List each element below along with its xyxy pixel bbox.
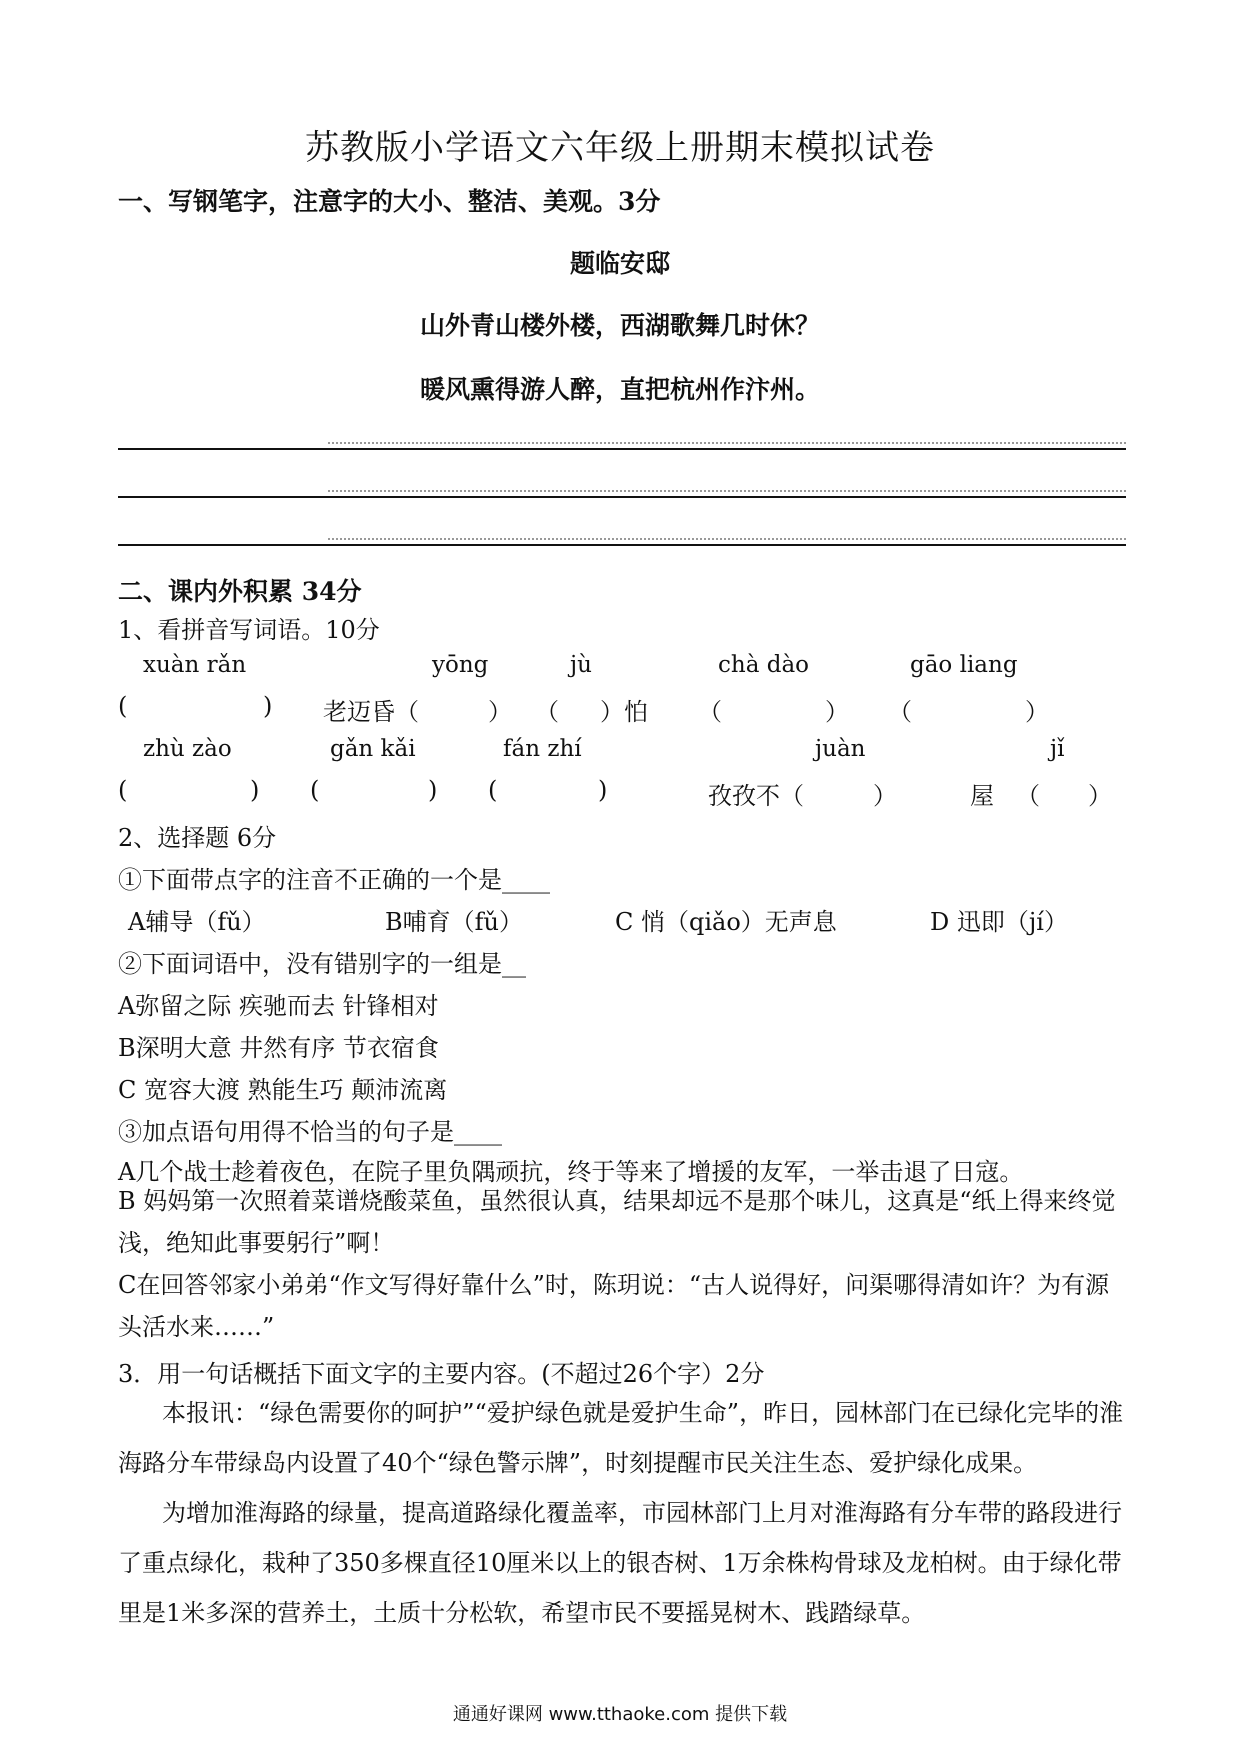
q2-sub3-option-a: A几个战士趁着夜色，在院子里负隅顽抗，终于等来了增援的友军，一举击退了日寇。 [118, 1158, 1024, 1186]
word-prefix: 孜孜不（ [708, 782, 804, 810]
q2-sub1-option-b: B哺育（fǔ） [385, 908, 523, 936]
word-prefix: 老迈昏（ [323, 698, 419, 726]
pinyin-item: zhù zào [143, 736, 232, 762]
blank-close: ） [825, 698, 849, 726]
blank-close: ） [1025, 698, 1049, 726]
pinyin-item: gāo liang [910, 652, 1018, 678]
q2-sub2-option-b: B深明大意 井然有序 节衣宿食 [118, 1034, 439, 1062]
q2-sub1-option-d: D 迅即（jí） [930, 908, 1068, 936]
page-footer: 通通好课网 www.tthaoke.com 提供下载 [452, 1704, 788, 1725]
q1-heading: 1、看拼音写词语。10分 [118, 616, 380, 644]
blank-open: ( [310, 776, 320, 804]
writing-dots-1 [328, 442, 1126, 444]
poem-line-1: 山外青山楼外楼，西湖歌舞几时休？ [419, 311, 820, 340]
writing-line-3[interactable] [118, 544, 1126, 546]
pinyin-item: juàn [815, 736, 866, 762]
blank-open: （ [698, 698, 722, 726]
blank-open: （ [888, 698, 912, 726]
q3-paragraph-1: 本报讯：“绿色需要你的呵护”“爱护绿色就是爱护生命”，昨日，园林部门在已绿化完毕的淮海路分车带绿岛内设置了40个“绿色警示牌”，时刻提醒市民关注生态、爱护绿化成果。 [118, 1399, 1124, 1477]
q2-sub3-option-b: B 妈妈第一次照着菜谱烧酸菜鱼，虽然很认真，结果却远不是那个味儿，这真是“纸上得来终觉浅，绝知此事要躬行”啊！ [118, 1187, 1116, 1257]
blank-close: ） [488, 698, 512, 726]
q2-sub3: ③加点语句用得不恰当的句子是____ [118, 1118, 502, 1146]
pinyin-item: gǎn kǎi [330, 736, 416, 762]
pinyin-item: fán zhí [503, 736, 582, 762]
writing-line-2[interactable] [118, 496, 1126, 498]
blank-close: ） [873, 782, 897, 810]
poem-title: 题临安邸 [569, 249, 670, 278]
q2-sub3-option-c: C在回答邻家小弟弟“作文写得好靠什么”时，陈玥说：“古人说得好，问渠哪得清如许？为有源头活水来……” [118, 1271, 1110, 1341]
writing-dots-3 [328, 538, 1126, 540]
pinyin-item: chà dào [718, 652, 810, 678]
q2-sub1: ①下面带点字的注音不正确的一个是____ [118, 866, 550, 894]
q2-sub2-option-c: C 宽容大渡 熟能生巧 颠沛流离 [118, 1076, 448, 1104]
blank-close: ） [1088, 782, 1112, 810]
blank-close: ) [263, 692, 273, 720]
writing-line-1[interactable] [118, 448, 1126, 450]
blank-close: ) [598, 776, 608, 804]
q3-heading: 3．用一句话概括下面文字的主要内容。(不超过26个字）2分 [118, 1360, 765, 1388]
q2-sub2: ②下面词语中，没有错别字的一组是__ [118, 950, 526, 978]
writing-dots-2 [328, 490, 1126, 492]
q2-sub2-option-a: A弥留之际 疾驰而去 针锋相对 [118, 992, 439, 1020]
blank-close: ) [428, 776, 438, 804]
q3-paragraph-2: 为增加淮海路的绿量，提高道路绿化覆盖率，市园林部门上月对淮海路有分车带的路段进行了重点绿化，栽种了350多棵直径10厘米以上的银杏树、1万余株构骨球及龙柏树。由于绿化带里是1米多深的营养土，土质十分松软，希望市民不要摇晃树木、践踏绿草。 [118, 1499, 1122, 1627]
poem-line-2: 暖风熏得游人醉，直把杭州作汴州。 [419, 375, 820, 404]
q2-sub1-option-c: C 悄（qiǎo）无声息 [615, 908, 837, 936]
blank-close: ) [250, 776, 260, 804]
pinyin-item: xuàn rǎn [143, 652, 247, 678]
pinyin-item: jù [570, 652, 592, 678]
pinyin-item: jǐ [1050, 736, 1065, 762]
q2-heading: 2、选择题 6分 [118, 824, 277, 852]
blank-open: ( [488, 776, 498, 804]
blank-open: （ [535, 698, 559, 726]
page-title: 苏教版小学语文六年级上册期末模拟试卷 [305, 128, 935, 168]
section2-heading: 二、课内外积累 34分 [118, 577, 362, 606]
word-suffix: ）怕 [600, 698, 648, 726]
blank-open: （ [1016, 782, 1040, 810]
blank-open: ( [118, 776, 128, 804]
section1-heading: 一、写钢笔字，注意字的大小、整洁、美观。3分 [118, 187, 661, 216]
pinyin-item: yōng [432, 652, 489, 678]
q2-sub1-option-a: A辅导（fǔ） [128, 908, 266, 936]
word-prefix: 屋 [970, 782, 994, 810]
blank-open: ( [118, 692, 128, 720]
